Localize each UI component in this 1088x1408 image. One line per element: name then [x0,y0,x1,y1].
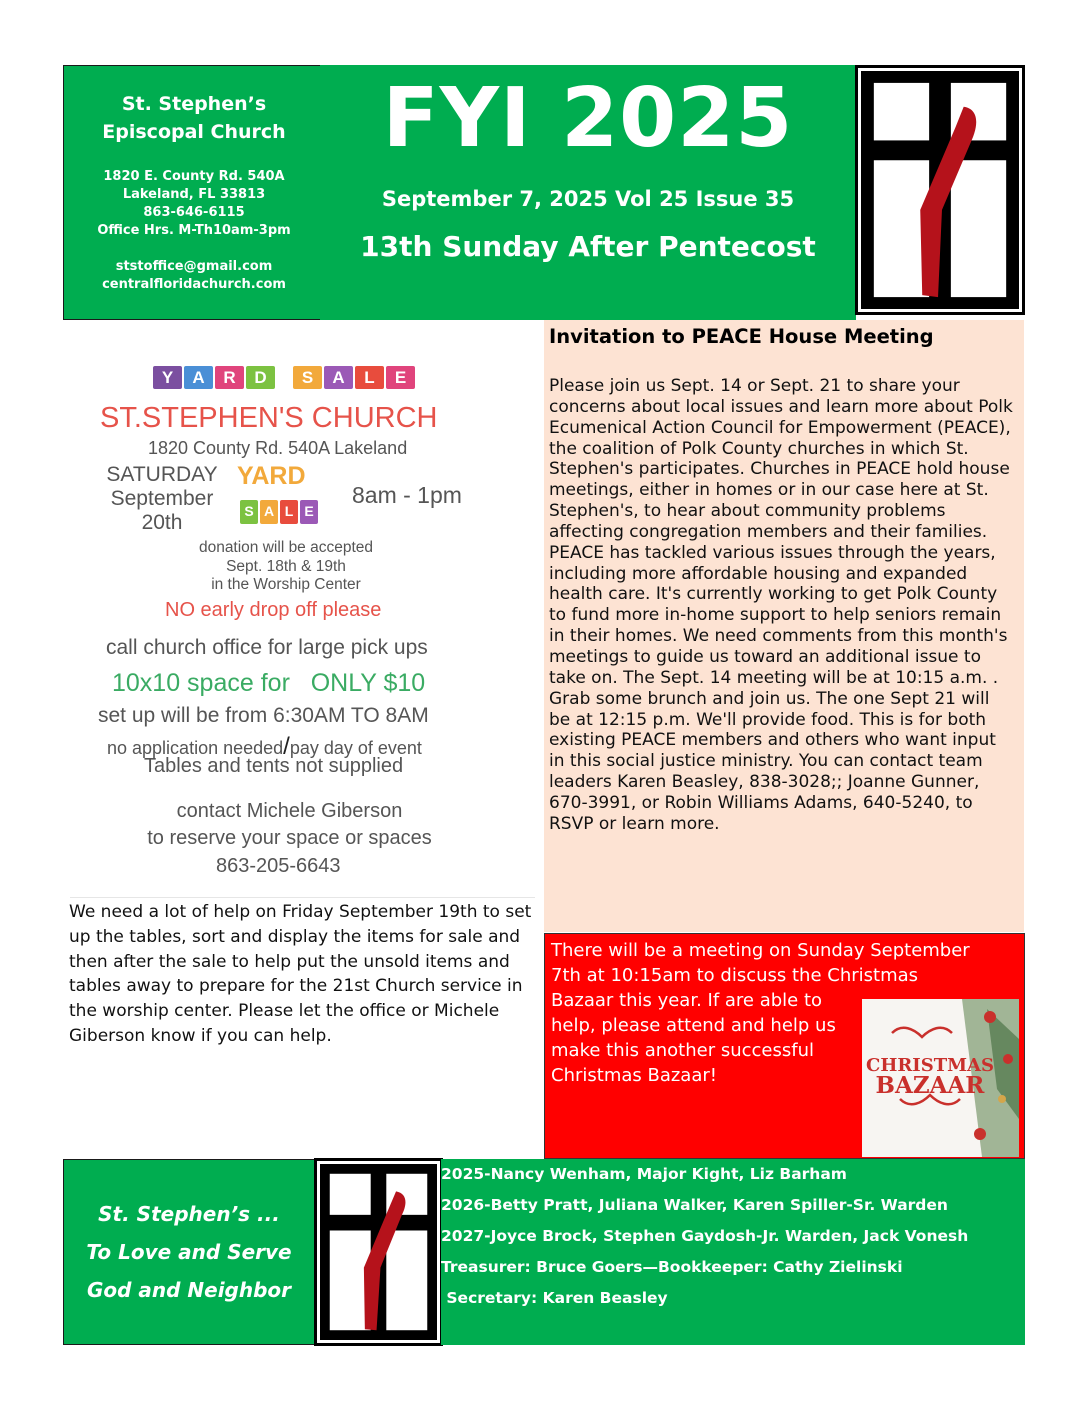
flyer-address: 1820 County Rd. 540A Lakeland [148,438,408,458]
divider [70,897,535,898]
flyer-space: 10x10 space for ONLY $10 [112,669,426,697]
logo-icon [320,1164,437,1340]
list-item: 2026-Betty Pratt, Juliana Walker, Karen Spiller-Sr. Warden [441,1196,948,1214]
flyer-pickups: call church office for large pick ups [106,636,428,659]
church-name: St. Stephen’s Episcopal Church [102,93,286,143]
flyer-setup: set up will be from 6:30AM TO 8AM [98,704,429,727]
article-body: Please join us Sept. 14 or Sept. 21 to share your concerns about local issues and learn more about Polk Ecumenical Action Council for Empowerment (PEACE), the coalition of Polk County churches in which St. Stephen's participates. Churches in PEACE hold house meetings, either in homes or in our case here at St. Stephen's, to hear about community problems affecting congregation members and their families. PEACE has tackled various issues through the years, including more affordable housing and expanded health care. It's currently working to get Polk County to fund more in-home support to help seniors remain in their homes. We need comments from this month's meetings to guide us toward an additional issue to take on. The Sept. 14 meeting will be at 10:15 a.m. . Grab some brunch and join us. The one Sept 21 will be at 12:15 p.m. We'll provide food. This is for both existing PEACE members and others who want input in this social justice ministry. You can contact team leaders Karen Beasley, 838-3028;; Joanne Gunner, 670-3991, or Robin Williams Adams, 640-5240, to RSVP or learn more. [549,376,1013,834]
volunteer-request: We need a lot of help on Friday September 19th to set up the tables, sort and display the items for sale and then after the sale to help put the unsold items and tables away to prepare for the 21st Church service in the worship center. Please let the office or Michele Giberson know if you can help. [69,902,532,1046]
list-item: 2027-Joyce Brock, Stephen Gaydosh-Jr. Warden, Jack Vonesh [441,1227,969,1245]
newsletter-title: FYI 2025 [382,71,794,166]
article-title: Invitation to PEACE House Meeting [549,325,934,348]
flyer-date: SATURDAY September 20th [106,463,218,534]
vestry-list [441,1159,1025,1345]
liturgical-sunday: 13th Sunday After Pentecost [360,230,816,263]
yard-sale-flyer [70,350,535,895]
christmas-bazaar-image [862,999,1019,1157]
flyer-hours: 8am - 1pm [352,482,462,508]
flyer-sale-tiles: S A L E [240,500,320,524]
issue-line: September 7, 2025 Vol 25 Issue 35 [381,187,795,211]
christmas-tree-icon [862,999,1019,1157]
flyer-application: no application needed/pay day of event [107,733,422,760]
email-link[interactable]: ststoffice@gmail.com [115,259,273,274]
list-item: Treasurer: Bruce Goers—Bookkeeper: Cathy Zielinski [441,1258,903,1276]
flyer-tables: Tables and tents not supplied [144,755,404,777]
peace-article [544,320,1024,932]
yard-sale-banner: Y A R D S A L E [153,366,417,389]
church-motto: St. Stephen’s ... To Love and Serve God and Neighbor [63,1159,315,1345]
church-contact [64,258,324,294]
church-logo-small [315,1159,442,1345]
church-logo [855,65,1025,315]
church-info-panel [63,65,325,320]
list-item: Secretary: Karen Beasley [441,1289,668,1307]
flyer-church: ST.STEPHEN'S CHURCH [100,402,438,434]
flyer-donation: donation will be accepted Sept. 18th & 19th in the Worship Center [198,539,374,593]
flyer-contact: contact Michele Giberson to reserve your space or spaces [147,800,432,849]
church-address: 1820 E. County Rd. 540A Lakeland, FL 33813 863-646-6115 Office Hrs. M-Th10am-3pm [97,169,291,238]
masthead [320,65,856,320]
website-link[interactable]: centralfloridachurch.com [102,277,286,292]
flyer-yard-word: YARD [237,462,306,490]
bazaar-notice: There will be a meeting on Sunday September 7th at 10:15am to discuss the Christmas Bazaar this year. If are able to help, please attend and help us make this another successful Christmas Bazaar! [544,933,1025,1159]
list-item: 2025-Nancy Wenham, Major Kight, Liz Barham [441,1165,847,1183]
flyer-phone: 863-205-6643 [216,855,341,877]
flyer-no-drop: NO early drop off please [165,599,382,621]
bazaar-image-word1: CHRISTMAS [866,1055,994,1076]
logo-icon [861,71,1019,309]
bazaar-image-word2: BAZAAR [875,1072,985,1099]
